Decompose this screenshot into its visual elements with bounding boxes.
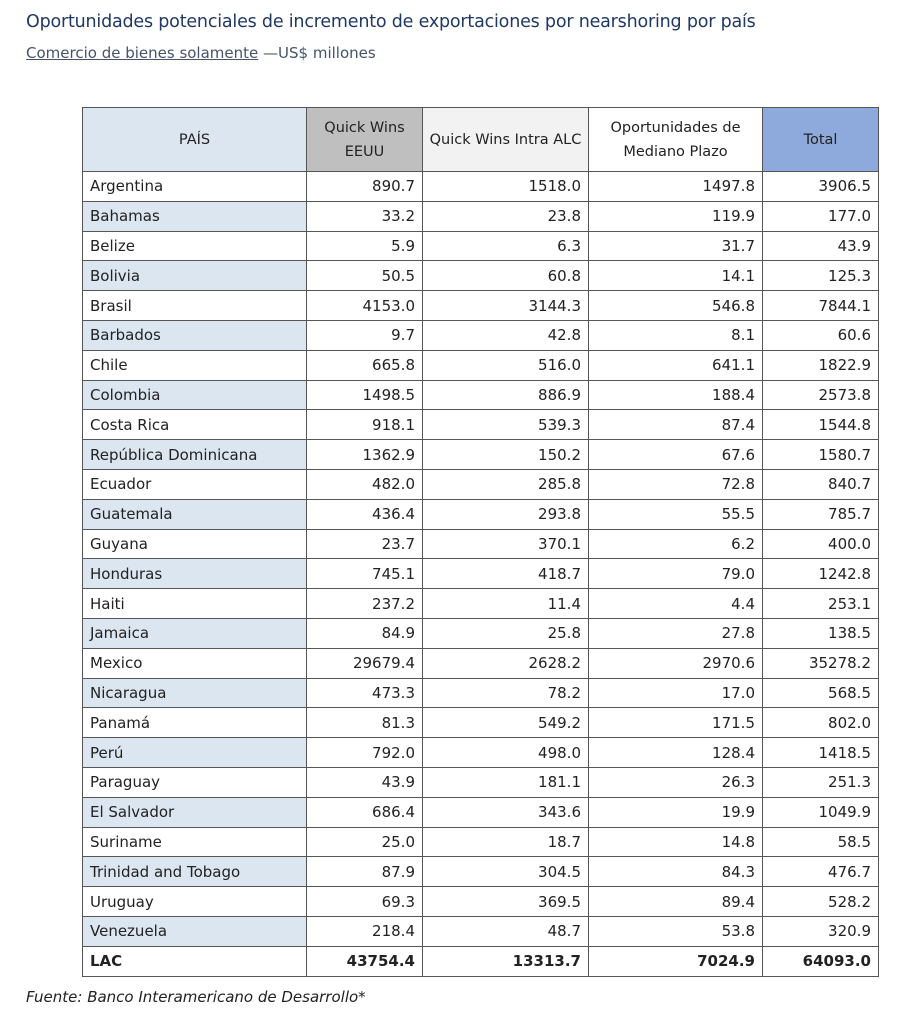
mediano-plazo-cell: 84.3 bbox=[589, 857, 763, 887]
quick-wins-alc-cell: 539.3 bbox=[423, 410, 589, 440]
country-cell: Chile bbox=[83, 350, 307, 380]
table-total-row bbox=[83, 946, 879, 976]
quick-wins-eeuu-cell: 69.3 bbox=[307, 887, 423, 917]
total-quick-wins-eeuu-cell: 43754.4 bbox=[307, 946, 423, 976]
mediano-plazo-cell: 171.5 bbox=[589, 708, 763, 738]
mediano-plazo-cell: 27.8 bbox=[589, 618, 763, 648]
total-cell: 802.0 bbox=[763, 708, 879, 738]
quick-wins-eeuu-cell: 81.3 bbox=[307, 708, 423, 738]
header-quick-wins-intra-alc: Quick Wins Intra ALC bbox=[423, 108, 589, 172]
table-row bbox=[83, 201, 879, 231]
country-cell: Haiti bbox=[83, 589, 307, 619]
table-header-row bbox=[83, 108, 879, 172]
mediano-plazo-cell: 1497.8 bbox=[589, 172, 763, 202]
quick-wins-alc-cell: 25.8 bbox=[423, 618, 589, 648]
quick-wins-alc-cell: 42.8 bbox=[423, 320, 589, 350]
quick-wins-eeuu-cell: 9.7 bbox=[307, 320, 423, 350]
table-row bbox=[83, 827, 879, 857]
total-cell: 1418.5 bbox=[763, 738, 879, 768]
quick-wins-alc-cell: 48.7 bbox=[423, 916, 589, 946]
quick-wins-alc-cell: 369.5 bbox=[423, 887, 589, 917]
quick-wins-alc-cell: 418.7 bbox=[423, 559, 589, 589]
quick-wins-eeuu-cell: 5.9 bbox=[307, 231, 423, 261]
mediano-plazo-cell: 53.8 bbox=[589, 916, 763, 946]
source-note: Fuente: Banco Interamericano de Desarrollo* bbox=[26, 988, 366, 1006]
quick-wins-eeuu-cell: 33.2 bbox=[307, 201, 423, 231]
total-cell: 1822.9 bbox=[763, 350, 879, 380]
mediano-plazo-cell: 188.4 bbox=[589, 380, 763, 410]
mediano-plazo-cell: 67.6 bbox=[589, 440, 763, 470]
quick-wins-alc-cell: 285.8 bbox=[423, 469, 589, 499]
table-row bbox=[83, 589, 879, 619]
table-row bbox=[83, 410, 879, 440]
quick-wins-eeuu-cell: 23.7 bbox=[307, 529, 423, 559]
quick-wins-alc-cell: 370.1 bbox=[423, 529, 589, 559]
quick-wins-alc-cell: 343.6 bbox=[423, 797, 589, 827]
total-cell: 785.7 bbox=[763, 499, 879, 529]
header-quick-wins-eeuu: Quick Wins EEUU bbox=[307, 108, 423, 172]
table-row bbox=[83, 291, 879, 321]
total-cell: 1049.9 bbox=[763, 797, 879, 827]
table-row bbox=[83, 797, 879, 827]
total-cell: 1242.8 bbox=[763, 559, 879, 589]
country-cell: Belize bbox=[83, 231, 307, 261]
country-cell: Brasil bbox=[83, 291, 307, 321]
country-cell: Nicaragua bbox=[83, 678, 307, 708]
quick-wins-eeuu-cell: 87.9 bbox=[307, 857, 423, 887]
quick-wins-alc-cell: 78.2 bbox=[423, 678, 589, 708]
quick-wins-alc-cell: 2628.2 bbox=[423, 648, 589, 678]
quick-wins-alc-cell: 6.3 bbox=[423, 231, 589, 261]
quick-wins-eeuu-cell: 237.2 bbox=[307, 589, 423, 619]
table-row bbox=[83, 172, 879, 202]
mediano-plazo-cell: 19.9 bbox=[589, 797, 763, 827]
header-total: Total bbox=[763, 108, 879, 172]
mediano-plazo-cell: 79.0 bbox=[589, 559, 763, 589]
quick-wins-alc-cell: 18.7 bbox=[423, 827, 589, 857]
quick-wins-eeuu-cell: 25.0 bbox=[307, 827, 423, 857]
table-row bbox=[83, 857, 879, 887]
country-cell: Perú bbox=[83, 738, 307, 768]
country-cell: Ecuador bbox=[83, 469, 307, 499]
quick-wins-eeuu-cell: 50.5 bbox=[307, 261, 423, 291]
country-cell: Argentina bbox=[83, 172, 307, 202]
mediano-plazo-cell: 4.4 bbox=[589, 589, 763, 619]
table-row bbox=[83, 261, 879, 291]
country-cell: Honduras bbox=[83, 559, 307, 589]
quick-wins-eeuu-cell: 482.0 bbox=[307, 469, 423, 499]
country-cell: Panamá bbox=[83, 708, 307, 738]
quick-wins-eeuu-cell: 84.9 bbox=[307, 618, 423, 648]
mediano-plazo-cell: 55.5 bbox=[589, 499, 763, 529]
mediano-plazo-cell: 641.1 bbox=[589, 350, 763, 380]
table-row bbox=[83, 618, 879, 648]
mediano-plazo-cell: 2970.6 bbox=[589, 648, 763, 678]
table-row bbox=[83, 499, 879, 529]
table-row bbox=[83, 916, 879, 946]
table-row bbox=[83, 469, 879, 499]
table-row bbox=[83, 380, 879, 410]
country-cell: Paraguay bbox=[83, 767, 307, 797]
mediano-plazo-cell: 87.4 bbox=[589, 410, 763, 440]
country-cell: Uruguay bbox=[83, 887, 307, 917]
table-row bbox=[83, 738, 879, 768]
table-row bbox=[83, 529, 879, 559]
total-cell: 60.6 bbox=[763, 320, 879, 350]
table-row bbox=[83, 708, 879, 738]
quick-wins-alc-cell: 293.8 bbox=[423, 499, 589, 529]
country-cell: Costa Rica bbox=[83, 410, 307, 440]
total-cell: 1544.8 bbox=[763, 410, 879, 440]
quick-wins-eeuu-cell: 1498.5 bbox=[307, 380, 423, 410]
total-cell: 7844.1 bbox=[763, 291, 879, 321]
table-row bbox=[83, 231, 879, 261]
total-cell: 400.0 bbox=[763, 529, 879, 559]
total-cell: 35278.2 bbox=[763, 648, 879, 678]
country-cell: El Salvador bbox=[83, 797, 307, 827]
quick-wins-alc-cell: 60.8 bbox=[423, 261, 589, 291]
header-oportunidades-mediano-plazo: Oportunidades de Mediano Plazo bbox=[589, 108, 763, 172]
table-row bbox=[83, 559, 879, 589]
total-cell: 568.5 bbox=[763, 678, 879, 708]
quick-wins-alc-cell: 516.0 bbox=[423, 350, 589, 380]
table-row bbox=[83, 887, 879, 917]
country-cell: Bahamas bbox=[83, 201, 307, 231]
mediano-plazo-cell: 14.1 bbox=[589, 261, 763, 291]
country-cell: Guyana bbox=[83, 529, 307, 559]
total-mediano-plazo-cell: 7024.9 bbox=[589, 946, 763, 976]
country-cell: Mexico bbox=[83, 648, 307, 678]
exports-table bbox=[82, 107, 879, 977]
quick-wins-eeuu-cell: 43.9 bbox=[307, 767, 423, 797]
total-cell: 320.9 bbox=[763, 916, 879, 946]
quick-wins-alc-cell: 3144.3 bbox=[423, 291, 589, 321]
quick-wins-alc-cell: 549.2 bbox=[423, 708, 589, 738]
header-pais: PAÍS bbox=[83, 108, 307, 172]
total-cell: 251.3 bbox=[763, 767, 879, 797]
total-cell: 528.2 bbox=[763, 887, 879, 917]
quick-wins-eeuu-cell: 4153.0 bbox=[307, 291, 423, 321]
quick-wins-eeuu-cell: 745.1 bbox=[307, 559, 423, 589]
total-country-cell: LAC bbox=[83, 946, 307, 976]
quick-wins-alc-cell: 498.0 bbox=[423, 738, 589, 768]
mediano-plazo-cell: 89.4 bbox=[589, 887, 763, 917]
table-row bbox=[83, 350, 879, 380]
quick-wins-eeuu-cell: 686.4 bbox=[307, 797, 423, 827]
quick-wins-alc-cell: 304.5 bbox=[423, 857, 589, 887]
country-cell: Guatemala bbox=[83, 499, 307, 529]
table-row bbox=[83, 767, 879, 797]
mediano-plazo-cell: 8.1 bbox=[589, 320, 763, 350]
total-cell: 2573.8 bbox=[763, 380, 879, 410]
total-cell: 43.9 bbox=[763, 231, 879, 261]
total-cell: 840.7 bbox=[763, 469, 879, 499]
country-cell: Jamaica bbox=[83, 618, 307, 648]
quick-wins-alc-cell: 23.8 bbox=[423, 201, 589, 231]
quick-wins-eeuu-cell: 218.4 bbox=[307, 916, 423, 946]
quick-wins-alc-cell: 886.9 bbox=[423, 380, 589, 410]
quick-wins-alc-cell: 11.4 bbox=[423, 589, 589, 619]
country-cell: Bolivia bbox=[83, 261, 307, 291]
subtitle-underlined: Comercio de bienes solamente bbox=[26, 44, 259, 62]
mediano-plazo-cell: 31.7 bbox=[589, 231, 763, 261]
total-cell: 125.3 bbox=[763, 261, 879, 291]
quick-wins-alc-cell: 1518.0 bbox=[423, 172, 589, 202]
quick-wins-eeuu-cell: 918.1 bbox=[307, 410, 423, 440]
quick-wins-eeuu-cell: 890.7 bbox=[307, 172, 423, 202]
country-cell: Suriname bbox=[83, 827, 307, 857]
quick-wins-eeuu-cell: 1362.9 bbox=[307, 440, 423, 470]
total-cell: 138.5 bbox=[763, 618, 879, 648]
table-row bbox=[83, 678, 879, 708]
total-cell: 253.1 bbox=[763, 589, 879, 619]
mediano-plazo-cell: 72.8 bbox=[589, 469, 763, 499]
quick-wins-eeuu-cell: 436.4 bbox=[307, 499, 423, 529]
mediano-plazo-cell: 17.0 bbox=[589, 678, 763, 708]
total-cell: 476.7 bbox=[763, 857, 879, 887]
quick-wins-alc-cell: 181.1 bbox=[423, 767, 589, 797]
total-quick-wins-alc-cell: 13313.7 bbox=[423, 946, 589, 976]
country-cell: Trinidad and Tobago bbox=[83, 857, 307, 887]
quick-wins-eeuu-cell: 665.8 bbox=[307, 350, 423, 380]
country-cell: Barbados bbox=[83, 320, 307, 350]
quick-wins-alc-cell: 150.2 bbox=[423, 440, 589, 470]
mediano-plazo-cell: 6.2 bbox=[589, 529, 763, 559]
quick-wins-eeuu-cell: 29679.4 bbox=[307, 648, 423, 678]
table-row bbox=[83, 648, 879, 678]
mediano-plazo-cell: 26.3 bbox=[589, 767, 763, 797]
mediano-plazo-cell: 128.4 bbox=[589, 738, 763, 768]
table-row bbox=[83, 320, 879, 350]
page-subtitle bbox=[26, 44, 376, 62]
mediano-plazo-cell: 546.8 bbox=[589, 291, 763, 321]
total-cell: 58.5 bbox=[763, 827, 879, 857]
mediano-plazo-cell: 119.9 bbox=[589, 201, 763, 231]
table-row bbox=[83, 440, 879, 470]
quick-wins-eeuu-cell: 473.3 bbox=[307, 678, 423, 708]
page-title: Oportunidades potenciales de incremento de exportaciones por nearshoring por país bbox=[26, 12, 756, 32]
quick-wins-eeuu-cell: 792.0 bbox=[307, 738, 423, 768]
total-cell: 1580.7 bbox=[763, 440, 879, 470]
country-cell: Colombia bbox=[83, 380, 307, 410]
country-cell: República Dominicana bbox=[83, 440, 307, 470]
total-cell: 3906.5 bbox=[763, 172, 879, 202]
mediano-plazo-cell: 14.8 bbox=[589, 827, 763, 857]
country-cell: Venezuela bbox=[83, 916, 307, 946]
total-cell: 177.0 bbox=[763, 201, 879, 231]
total-total-cell: 64093.0 bbox=[763, 946, 879, 976]
subtitle-units: —US$ millones bbox=[258, 44, 376, 62]
